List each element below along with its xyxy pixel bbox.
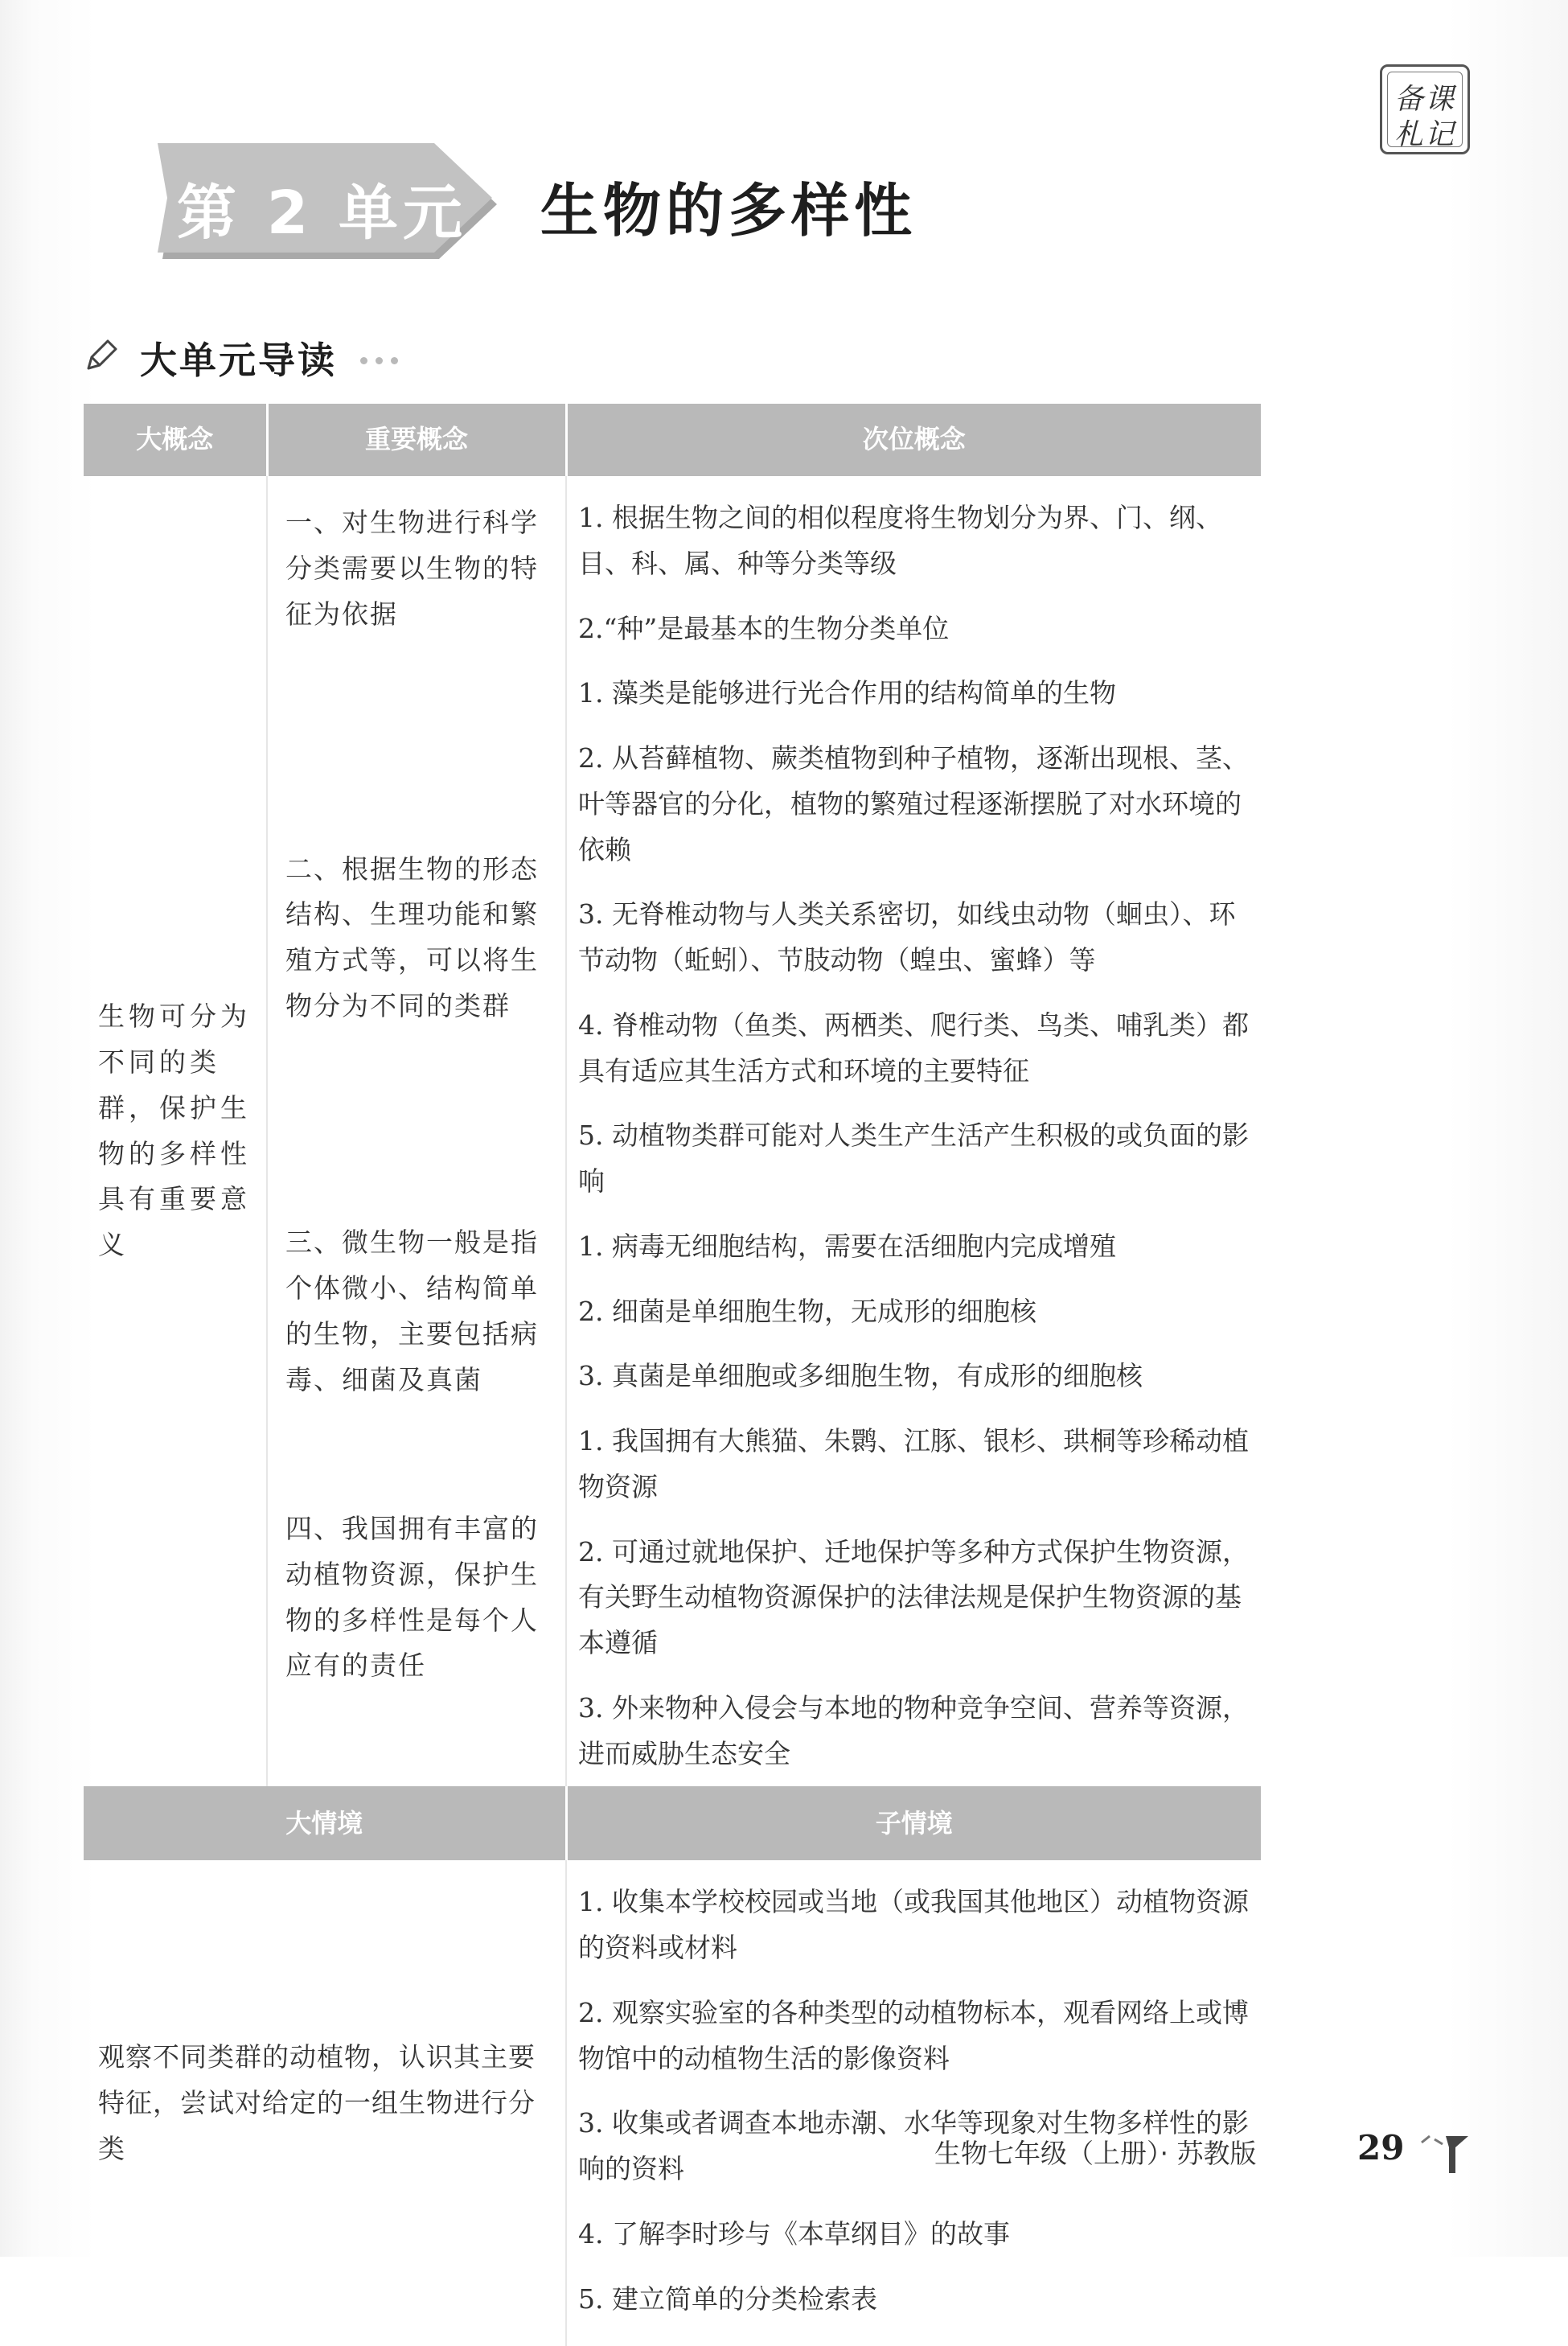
sub-concept: 5. 动植物类群可能对人类生产生活产生积极的或负面的影响: [566, 1103, 1261, 1214]
sub-concept: 3. 真菌是单细胞或多细胞生物，有成形的细胞核: [566, 1344, 1261, 1409]
sub-concept: 3. 无脊椎动物与人类关系密切，如线虫动物（蛔虫）、环节动物（蚯蚓）、节肢动物（蝗虫、蜜蜂）等: [566, 882, 1261, 993]
section-title: 大单元导读: [140, 331, 337, 384]
header-big-scenario: 大情境: [84, 1786, 566, 1860]
table-row: [84, 476, 1261, 597]
big-scenario-cell: 观察不同类群的动植物，认识其主要特征，尝试对给定的一组生物进行分类: [84, 1860, 566, 2346]
big-concept-cell: 生物可分为不同的类群，保护生物的多样性具有重要意义: [84, 476, 267, 1786]
section-heading: [84, 328, 486, 384]
header-sub-concept: 次位概念: [566, 404, 1261, 476]
sub-scenario: 2. 观察实验室的各种类型的动植物标本，观看网络上或博物馆中的动植物生活的影像资料: [566, 1981, 1261, 2092]
concept-header-row: [84, 404, 1261, 476]
sub-concept: 1. 病毒无细胞结构，需要在活细胞内完成增殖: [566, 1214, 1261, 1280]
sub-concept: 1. 藻类是能够进行光合作用的结构简单的生物: [566, 661, 1261, 726]
sub-concept: 3. 外来物种入侵会与本地的物种竞争空间、营养等资源，进而威胁生态安全: [566, 1676, 1261, 1787]
sub-concept: 1. 我国拥有大熊猫、朱鹮、江豚、银杉、珙桐等珍稀动植物资源: [566, 1409, 1261, 1520]
header-important-concept: 重要概念: [267, 404, 566, 476]
important-concept-2: 二、根据生物的形态结构、生理功能和繁殖方式等，可以将生物分为不同的类群: [267, 661, 566, 1214]
pencil-icon: [84, 338, 119, 373]
important-concept-3: 三、微生物一般是指个体微小、结构简单的生物，主要包括病毒、细菌及真菌: [267, 1214, 566, 1409]
header-big-concept: 大概念: [84, 404, 267, 476]
sub-scenario: 4. 了解李时珍与《本草纲目》的故事: [566, 2202, 1261, 2267]
sub-concept: 2. 细菌是单细胞生物，无成形的细胞核: [566, 1280, 1261, 1345]
important-concept-4: 四、我国拥有丰富的动植物资源，保护生物的多样性是每个人应有的责任: [267, 1409, 566, 1786]
sub-concept: 4. 脊椎动物（鱼类、两栖类、爬行类、鸟类、哺乳类）都具有适应其生活方式和环境的主要特征: [566, 993, 1261, 1104]
page-number: 29: [1357, 2128, 1404, 2167]
stamp-line-1: 备课: [1382, 76, 1467, 117]
important-concept-1: 一、对生物进行科学分类需要以生物的特征为依据: [267, 476, 566, 661]
book-title-footer: 生物七年级（上册）· 苏教版: [934, 2133, 1256, 2171]
sub-scenario: 3. 收集或者调查本地赤潮、水华等现象对生物多样性的影响的资料: [566, 2091, 1261, 2202]
sub-concept: 2. 可通过就地保护、迁地保护等多种方式保护生物资源，有关野生动植物资源保护的法律法规是保护生物资源的基本遵循: [566, 1520, 1261, 1676]
corner-decoration-icon: [1418, 2131, 1475, 2180]
unit-title: 生物的多样性: [540, 164, 917, 248]
lesson-notes-stamp: [1380, 64, 1470, 154]
sub-concept: 1. 根据生物之间的相似程度将生物划分为界、门、纲、目、科、属、种等分类等级: [566, 476, 1261, 597]
sub-scenario: 5. 建立简单的分类检索表: [566, 2267, 1261, 2346]
unit-guide-table: [84, 404, 1261, 2346]
sub-concept: 2.“种”是最基本的生物分类单位: [566, 597, 1261, 662]
scenario-header-row: [84, 1786, 1261, 1860]
sub-scenario: 1. 收集本学校校园或当地（或我国其他地区）动植物资源的资料或材料: [566, 1860, 1261, 1981]
unit-label: 第 2 单元: [177, 166, 467, 251]
table-row: [84, 1860, 1261, 1981]
sub-concept: 2. 从苔藓植物、蕨类植物到种子植物，逐渐出现根、茎、叶等器官的分化，植物的繁殖过程逐渐摆脱了对水环境的依赖: [566, 726, 1261, 882]
stamp-line-2: 札记: [1382, 112, 1467, 153]
ellipsis-dots-icon: [360, 352, 406, 368]
header-sub-scenario: 子情境: [566, 1786, 1261, 1860]
unit-banner: [158, 143, 503, 264]
